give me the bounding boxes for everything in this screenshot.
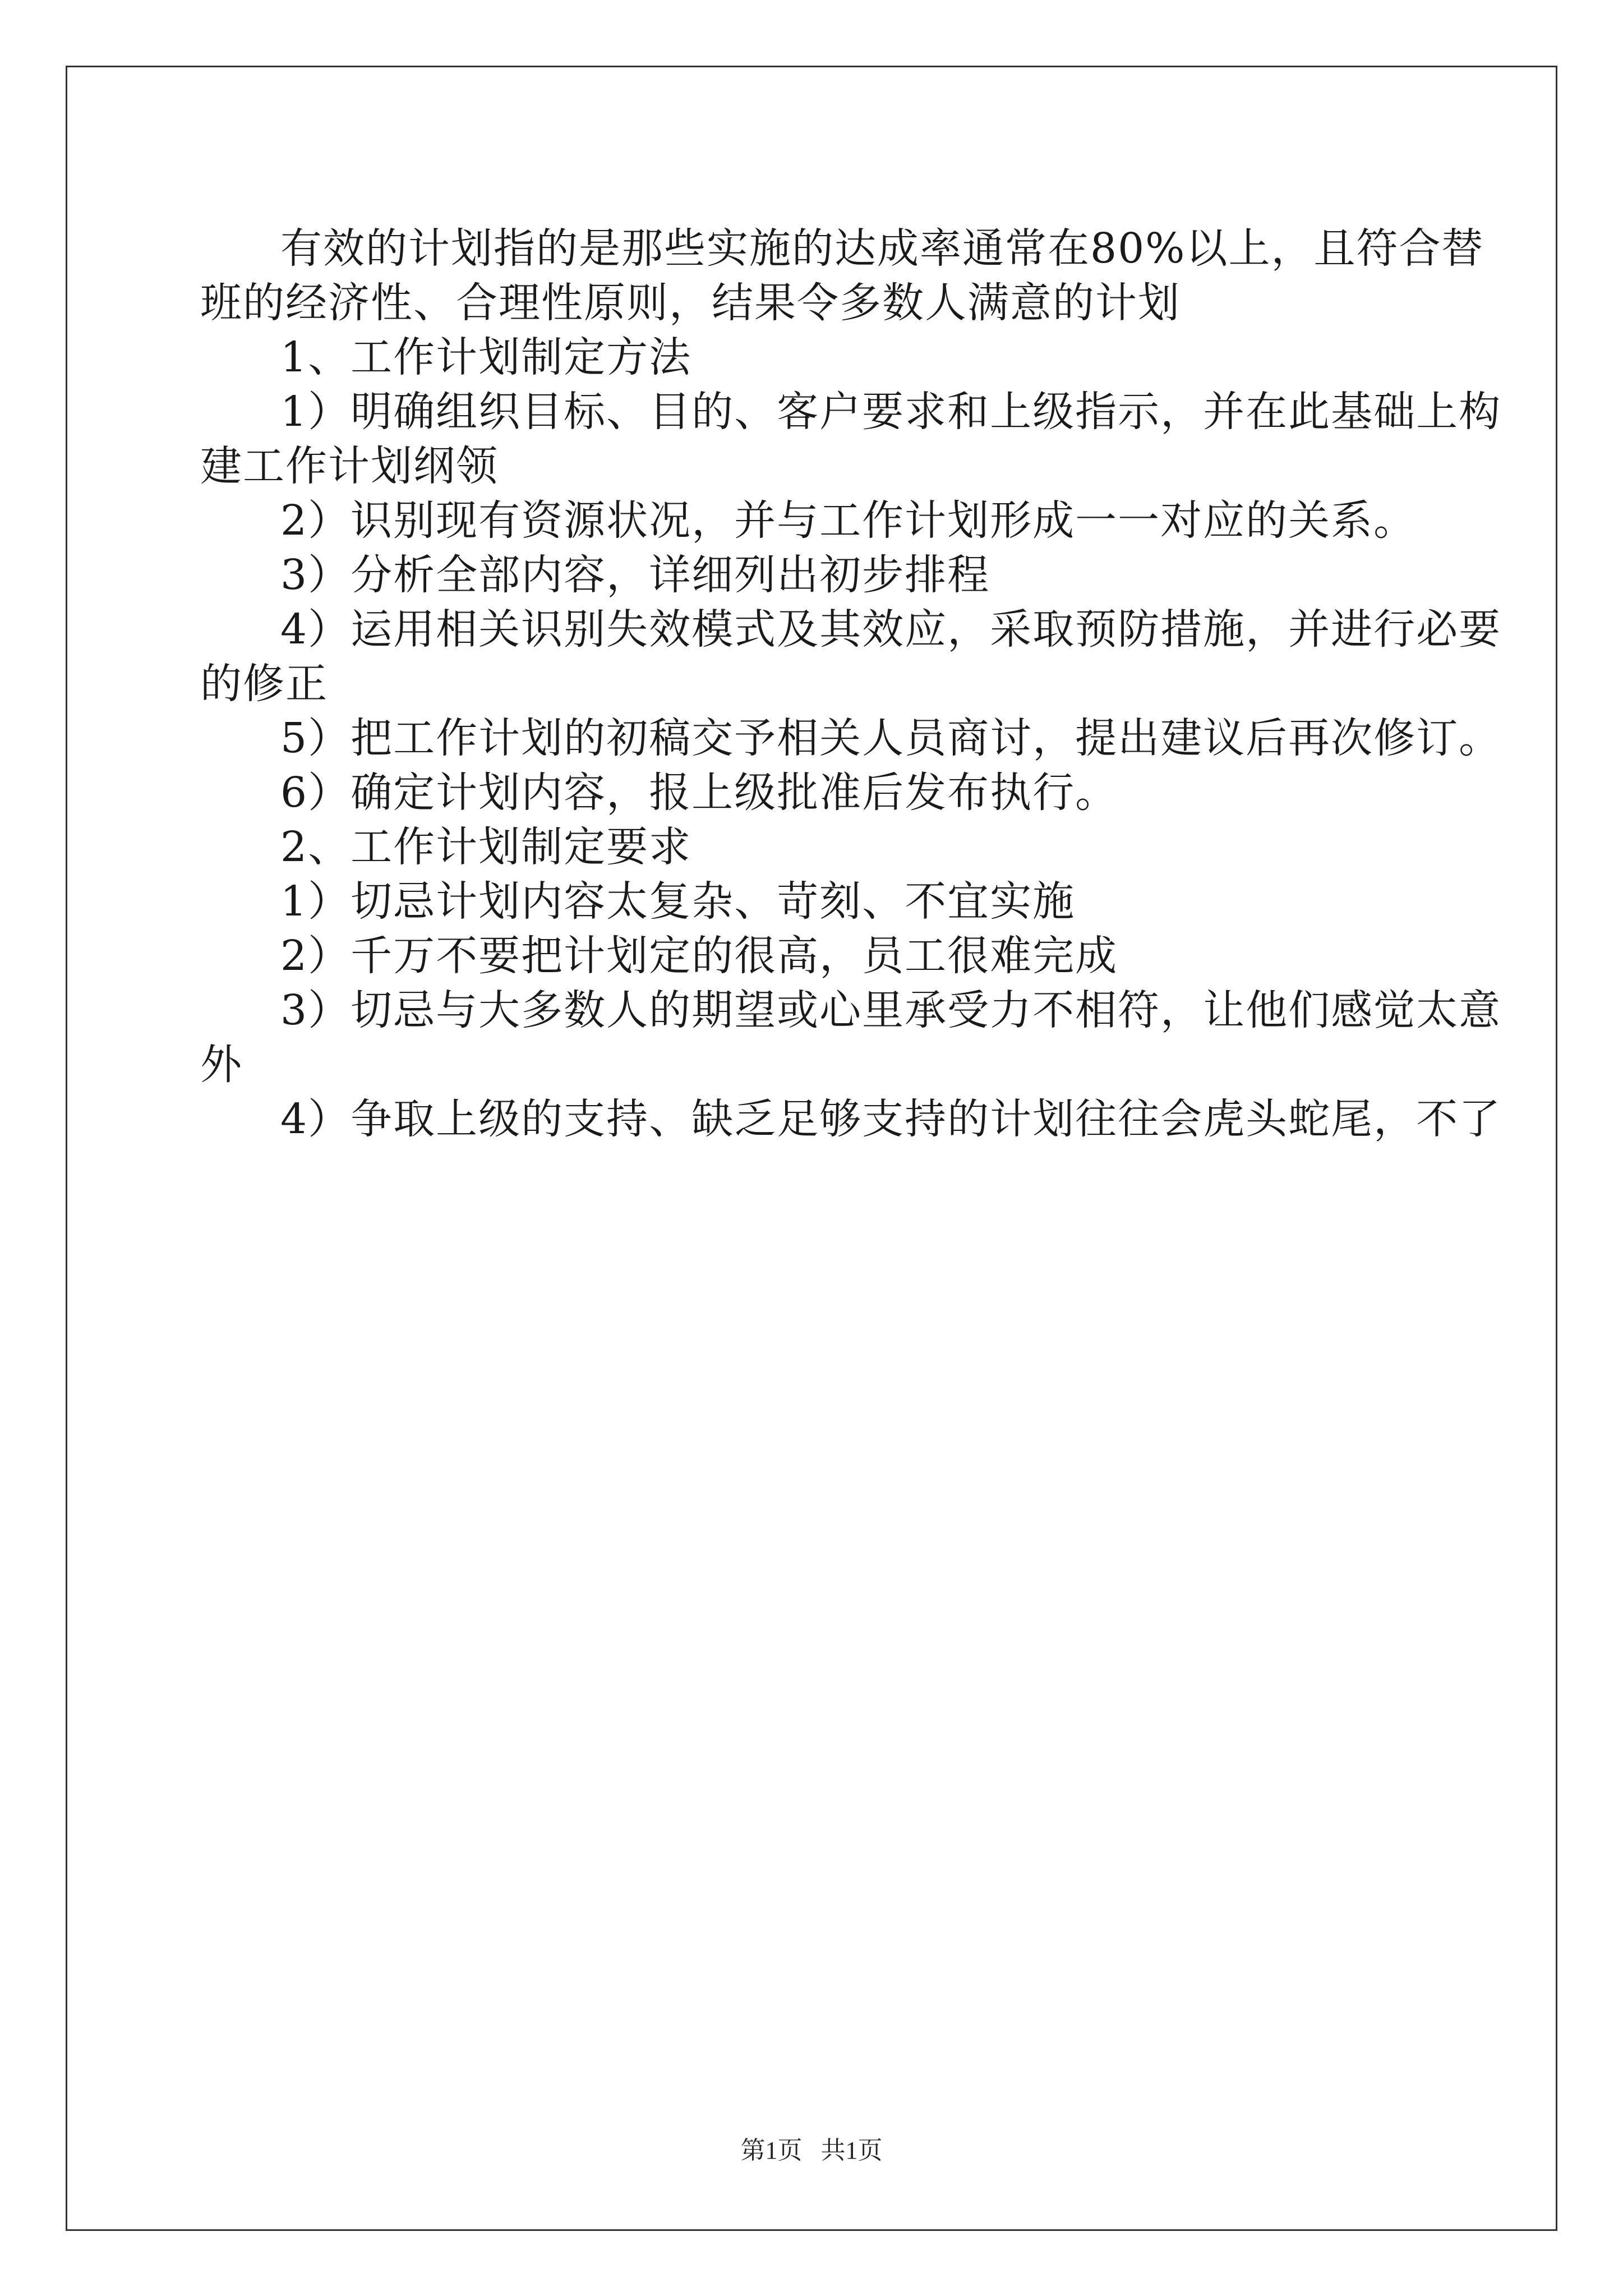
text-line: 建工作计划纲领 bbox=[200, 442, 499, 490]
paragraph bbox=[200, 1092, 1502, 1147]
text-line: 2、工作计划制定要求 bbox=[280, 823, 692, 871]
paragraph bbox=[200, 875, 1423, 929]
paragraph bbox=[200, 711, 1502, 766]
section-heading bbox=[200, 820, 1423, 875]
text-line: 2）识别现有资源状况，并与工作计划形成一一对应的关系。 bbox=[280, 496, 1417, 545]
text-line: 3）分析全部内容，详细列出初步排程 bbox=[280, 551, 990, 599]
text-line: 5）把工作计划的初稿交予相关人员商讨，提出建议后再次修订。 bbox=[280, 714, 1502, 762]
paragraph bbox=[200, 548, 1423, 602]
text-line: 的修正 bbox=[200, 660, 328, 708]
paragraph bbox=[200, 929, 1423, 983]
paragraph bbox=[200, 385, 1502, 494]
text-line: 外 bbox=[200, 1041, 243, 1089]
paragraph bbox=[200, 222, 1484, 330]
section-heading bbox=[200, 330, 1423, 385]
paragraph bbox=[200, 602, 1502, 711]
text-line: 有效的计划指的是那些实施的达成率通常在80%以上，且符合替 bbox=[280, 224, 1484, 273]
text-line: 1、工作计划制定方法 bbox=[280, 333, 692, 381]
text-line: 班的经济性、合理性原则，结果令多数人满意的计划 bbox=[200, 279, 1181, 327]
text-line: 1）切忌计划内容太复杂、苛刻、不宜实施 bbox=[280, 877, 1076, 926]
page-footer: 第1页 共1页 bbox=[740, 2137, 883, 2164]
text-line: 2）千万不要把计划定的很高，员工很难完成 bbox=[280, 932, 1118, 980]
document-body bbox=[200, 222, 1502, 1147]
text-line: 4）争取上级的支持、缺乏足够支持的计划往往会虎头蛇尾，不了 bbox=[280, 1095, 1502, 1143]
paragraph bbox=[200, 766, 1423, 820]
paragraph bbox=[200, 494, 1423, 548]
text-line: 6）确定计划内容，报上级批准后发布执行。 bbox=[280, 769, 1118, 817]
text-line: 1）明确组织目标、目的、客户要求和上级指示，并在此基础上构 bbox=[280, 388, 1502, 436]
text-line: 3）切忌与大多数人的期望或心里承受力不相符，让他们感觉太意 bbox=[280, 986, 1502, 1034]
text-line: 4）运用相关识别失效模式及其效应，采取预防措施，并进行必要 bbox=[280, 605, 1502, 654]
paragraph bbox=[200, 983, 1502, 1092]
